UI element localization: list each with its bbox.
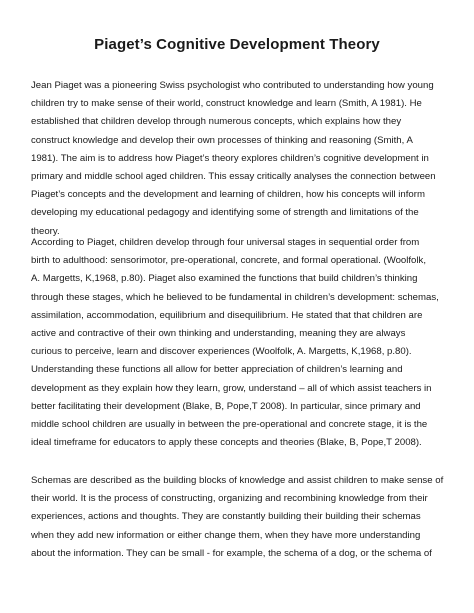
text-line: developing my educational pedagogy and identifying some of strength and limitations of the [31,207,419,219]
text-line: birth to adulthood: sensorimotor, pre-operational, concrete, and formal operational. (Woolfolk, [31,255,426,267]
text-line: when they add new information or either change them, when they have more understanding [31,529,421,541]
paragraph-stages [31,234,451,452]
text-line: experiences, actions and thoughts. They are constantly building their building their schemas [31,511,421,523]
text-line: 1981). The aim is to address how Piaget’s theory explores children’s cognitive development in [31,152,429,164]
text-line: about the information. They can be small - for example, the schema of a dog, or the schema of [31,547,432,559]
text-line: Jean Piaget was a pioneering Swiss psychologist who contributed to understanding how young [31,80,434,91]
text-line: middle school children are usually in between the pre-operational and concrete stage, it is the [31,418,428,430]
text-line: According to Piaget, children develop through four universal stages in sequential order from [31,237,420,248]
text-line: development as they explain how they learn, grow, understand – all of which assist teachers in [31,382,432,394]
text-line: assimilation, accommodation, equilibrium and disequilibrium. He stated that that children are [31,309,423,321]
text-line: active and contractive of their own thinking and understanding, meaning they are always [31,327,406,339]
text-line: Piaget’s concepts and the development and learning of children, how his concepts will inform [31,189,425,201]
text-line: theory. [31,225,60,237]
text-line: better facilitating their development (Blake, B, Pope,T 2008). In particular, since primary and [31,400,421,412]
paragraph-introduction [31,77,451,241]
text-line: ideal timeframe for educators to apply these concepts and theories (Blake, B, Pope,T 2008). [31,437,422,449]
document-title: Piaget’s Cognitive Development Theory [94,36,380,53]
text-line: primary and middle school aged children. This essay critically analyses the connection between [31,170,436,182]
text-line: Understanding these functions all allow for better appreciation of children’s learning and [31,364,403,376]
text-line: construct knowledge and develop their own processes of thinking and reasoning (Smith, A [31,134,413,146]
text-line: their world. It is the process of constructing, organizing and recombining knowledge from their [31,493,428,505]
text-line: established that children develop through numerous concepts, which explains how they [31,116,402,128]
text-line: through these stages, which he believed to be fundamental in children’s development: schemas, [31,291,439,303]
paragraph-schemas [31,472,451,563]
text-line: children try to make sense of their world, construct knowledge and learn (Smith, A 1981). He [31,98,422,110]
text-line: curious to perceive, learn and discover experiences (Woolfolk, A. Margetts, K,1968, p.80). [31,346,412,358]
text-line: Schemas are described as the building blocks of knowledge and assist children to make sense of [31,475,444,486]
text-line: A. Margetts, K,1968, p.80). Piaget also examined the functions that build children’s thinking [31,273,418,285]
